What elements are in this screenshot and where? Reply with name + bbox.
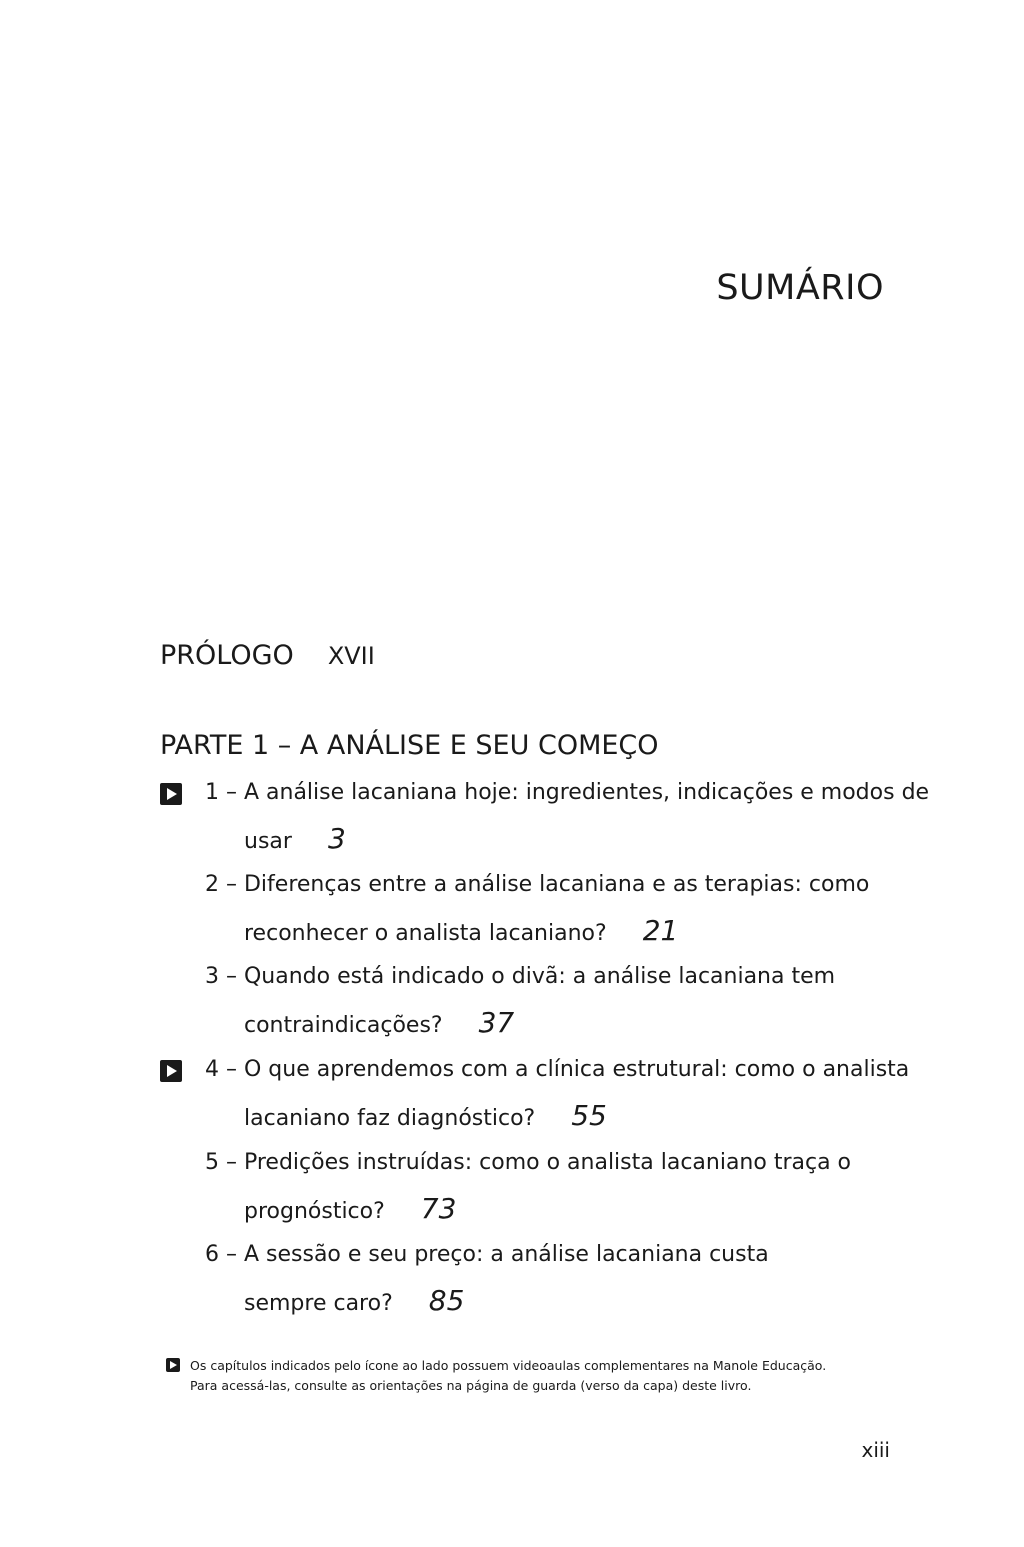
prologue-label: PRÓLOGO	[160, 640, 294, 671]
footnote-line-2: Para acessá-las, consulte as orientações na página de guarda (verso da capa) deste livro.	[190, 1378, 752, 1393]
chapter-page-number: 21	[642, 914, 679, 947]
chapter-title-line-1: 5 – Predições instruídas: como o analista lacaniano traça o	[205, 1150, 852, 1175]
chapter-page-number: 55	[571, 1099, 607, 1132]
prologue-entry[interactable]	[160, 640, 375, 671]
toc-entry-chapter-5[interactable]	[205, 1140, 875, 1235]
chapter-title-line-1: 3 – Quando está indicado o divã: a análise lacaniana tem	[205, 964, 836, 989]
chapter-page-number: 85	[428, 1284, 465, 1317]
toc-entry-chapter-6[interactable]	[205, 1232, 875, 1327]
page-title: SUMÁRIO	[716, 268, 884, 308]
chapter-title-line-2: reconhecer o analista lacaniano?	[244, 921, 607, 946]
chapter-title-line-1: 2 – Diferenças entre a análise lacaniana e as terapias: como	[205, 872, 870, 897]
chapter-page-number: 37	[478, 1006, 515, 1039]
chapter-title-line-2: lacaniano faz diagnóstico?	[244, 1106, 536, 1131]
chapter-title-line-2: usar	[244, 829, 292, 854]
chapter-title-line-1: 6 – A sessão e seu preço: a análise lacaniana custa	[205, 1242, 769, 1267]
chapter-title-line-1: 1 – A análise lacaniana hoje: ingredientes, indicações e modos de	[205, 780, 930, 805]
chapter-page-number: 3	[327, 822, 346, 855]
video-play-icon	[166, 1358, 180, 1372]
chapter-title-line-2: prognóstico?	[244, 1199, 385, 1224]
video-play-icon	[160, 1060, 182, 1082]
chapter-title-line-2: contraindicações?	[244, 1013, 443, 1038]
footnote	[190, 1356, 826, 1396]
footnote-line-1: Os capítulos indicados pelo ícone ao lado possuem videoaulas complementares na Manole Educação.	[190, 1358, 827, 1373]
toc-entry-chapter-2[interactable]	[205, 862, 875, 957]
part-title: PARTE 1 – A ANÁLISE E SEU COMEÇO	[160, 730, 659, 761]
page-number: xiii	[861, 1438, 890, 1462]
toc-entry-chapter-1[interactable]	[205, 770, 930, 865]
toc-entry-chapter-3[interactable]	[205, 954, 875, 1049]
toc-entry-chapter-4[interactable]	[205, 1047, 910, 1142]
chapter-title-line-2: sempre caro?	[244, 1291, 393, 1316]
video-play-icon	[160, 783, 182, 805]
chapter-page-number: 73	[420, 1192, 457, 1225]
prologue-page-number: XVII	[327, 642, 375, 670]
chapter-title-line-1: 4 – O que aprendemos com a clínica estrutural: como o analista	[205, 1057, 910, 1082]
